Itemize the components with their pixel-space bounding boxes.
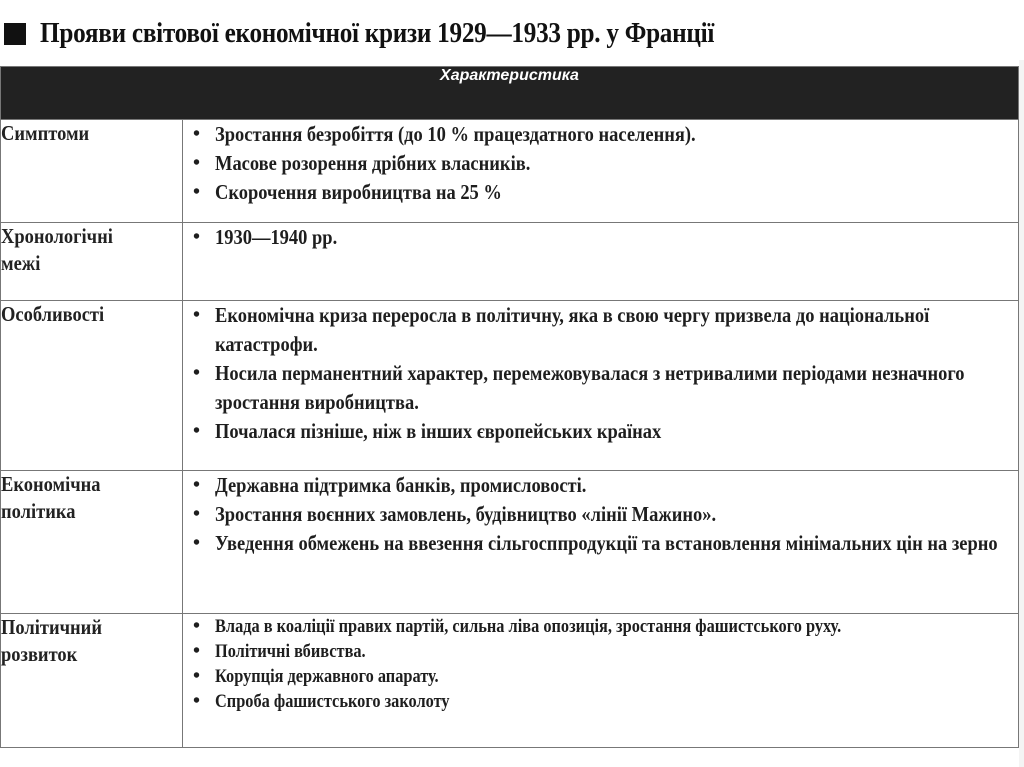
list-item: • Корупція державного апарату. [183, 664, 1018, 689]
list-item: • Політичні вбивства. [183, 639, 1018, 664]
bullet-list [183, 471, 1018, 558]
bullet-list [183, 301, 1018, 446]
page-edge [1019, 60, 1024, 767]
bullet-list [183, 120, 1018, 207]
table-row-features [1, 301, 1019, 471]
table-row-economic-policy [1, 471, 1019, 614]
list-item: • 1930—1940 рр. [183, 223, 1018, 252]
row-content [183, 223, 1019, 301]
row-label: Особливості [1, 301, 183, 471]
list-item: • Спроба фашистського заколоту [183, 689, 1018, 714]
list-item: • Почалася пізніше, ніж в інших європейських країнах [183, 417, 1018, 446]
row-content [183, 301, 1019, 471]
list-item: • Носила перманентний характер, перемежовувалася з нетривалими періодами незначного зростання виробництва. [183, 359, 1018, 417]
bullet-list [183, 223, 1018, 252]
list-item: • Влада в коаліції правих партій, сильна ліва опозиція, зростання фашистського руху. [183, 614, 1018, 639]
crisis-table [0, 66, 1019, 748]
table-row-symptoms [1, 120, 1019, 223]
square-bullet-icon [4, 23, 26, 45]
page-title-bar [0, 14, 1000, 54]
list-item: • Зростання воєнних замовлень, будівництво «лінії Мажино». [183, 500, 1018, 529]
list-item: • Скорочення виробництва на 25 % [183, 178, 1018, 207]
list-item: • Зростання безробіття (до 10 % працездатного населення). [183, 120, 1018, 149]
table-row-political-development [1, 614, 1019, 748]
table-header: Характеристика [1, 67, 1019, 120]
row-content [183, 471, 1019, 614]
row-label: Політичний розвиток [1, 614, 183, 748]
row-label: Економічна політика [1, 471, 183, 614]
row-content [183, 120, 1019, 223]
table-row-chronology [1, 223, 1019, 301]
row-label: Хронологічні межі [1, 223, 183, 301]
list-item: • Економічна криза переросла в політичну, яка в свою чергу призвела до національної катастрофи. [183, 301, 1018, 359]
row-label: Симптоми [1, 120, 183, 223]
list-item: • Уведення обмежень на ввезення сільгосппродукції та встановлення мінімальних цін на зерно [183, 529, 1018, 558]
row-content [183, 614, 1019, 748]
page-title: Прояви світової економічної кризи 1929—1933 рр. у Франції [40, 18, 715, 49]
bullet-list [183, 614, 1018, 714]
list-item: • Масове розорення дрібних власників. [183, 149, 1018, 178]
list-item: • Державна підтримка банків, промисловості. [183, 471, 1018, 500]
